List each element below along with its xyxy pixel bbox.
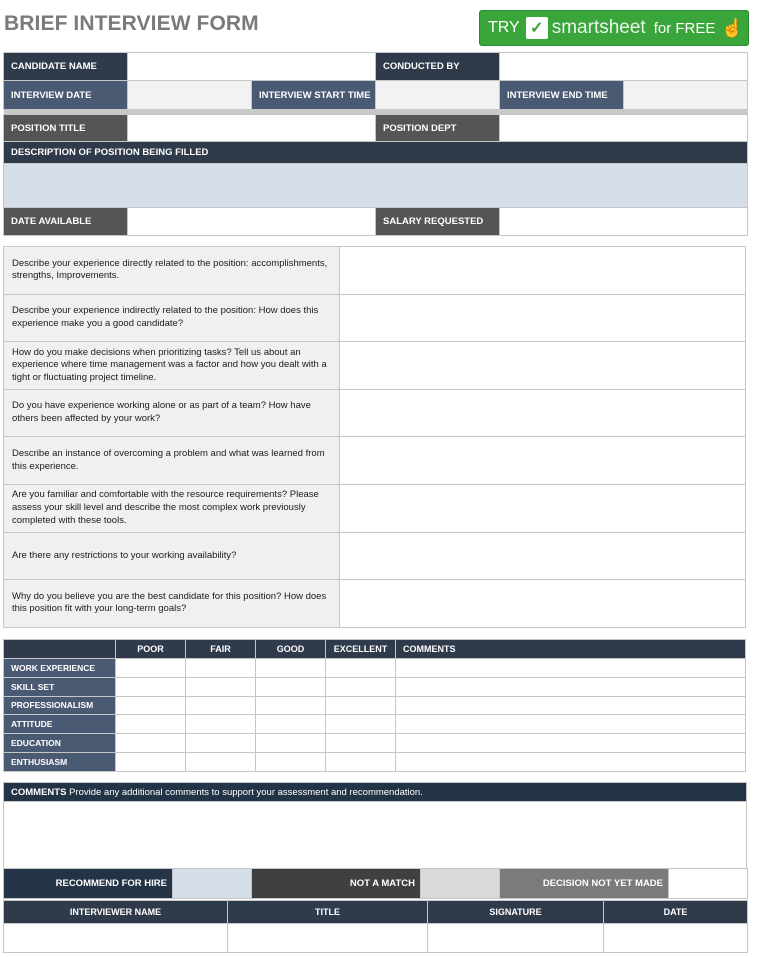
position-dept-label: POSITION DEPT (376, 115, 500, 142)
cta-brand-label: smartsheet (551, 17, 646, 38)
signature-header: SIGNATURE (428, 901, 604, 924)
conducted-by-field[interactable] (500, 53, 748, 81)
question-text: Describe an instance of overcoming a problem and what was learned from this experience. (4, 437, 340, 485)
rating-comment-cell[interactable] (396, 715, 746, 734)
rating-header-good: GOOD (256, 640, 326, 659)
answer-field[interactable] (340, 294, 746, 342)
rating-header-comments: COMMENTS (396, 640, 746, 659)
not-a-match-box[interactable] (421, 869, 500, 899)
rating-cell[interactable] (326, 659, 396, 678)
rating-row-label: ENTHUSIASM (4, 752, 116, 771)
try-smartsheet-button[interactable] (479, 10, 749, 46)
salary-requested-label: SALARY REQUESTED (376, 208, 500, 236)
decision-not-yet-made-box[interactable] (669, 869, 748, 899)
signoff-table (3, 900, 748, 953)
rating-table (3, 639, 746, 772)
question-text: Are there any restrictions to your working availability? (4, 532, 340, 580)
info-table (3, 52, 748, 236)
interview-date-field[interactable] (128, 81, 252, 110)
rating-cell[interactable] (326, 734, 396, 753)
rating-cell[interactable] (326, 677, 396, 696)
conducted-by-label: CONDUCTED BY (376, 53, 500, 81)
rating-cell[interactable] (256, 734, 326, 753)
date-available-label: DATE AVAILABLE (4, 208, 128, 236)
rating-cell[interactable] (256, 696, 326, 715)
rating-cell[interactable] (186, 659, 256, 678)
rating-cell[interactable] (186, 734, 256, 753)
answer-field[interactable] (340, 247, 746, 295)
recommendation-row (3, 868, 748, 899)
candidate-name-field[interactable] (128, 53, 376, 81)
date-field[interactable] (604, 924, 748, 953)
rating-cell[interactable] (326, 752, 396, 771)
rating-cell[interactable] (116, 715, 186, 734)
position-title-label: POSITION TITLE (4, 115, 128, 142)
not-a-match-label: NOT A MATCH (252, 869, 421, 899)
rating-header-fair: FAIR (186, 640, 256, 659)
rating-header-poor: POOR (116, 640, 186, 659)
rating-cell[interactable] (186, 677, 256, 696)
rating-cell[interactable] (116, 659, 186, 678)
rating-cell[interactable] (186, 752, 256, 771)
rating-cell[interactable] (186, 696, 256, 715)
question-text: Are you familiar and comfortable with the resource requirements? Please assess your skill level and describe the most complex work previously completed with these tools. (4, 484, 340, 532)
rating-cell[interactable] (326, 715, 396, 734)
rating-row-label: ATTITUDE (4, 715, 116, 734)
rating-row-label: WORK EXPERIENCE (4, 659, 116, 678)
rating-cell[interactable] (256, 677, 326, 696)
cta-free-label: for FREE (653, 19, 716, 37)
question-text: How do you make decisions when prioritizing tasks? Tell us about an experience where time management was a factor and how you dealt with a tight or fluctuating project timeline. (4, 342, 340, 390)
recommend-for-hire-box[interactable] (173, 869, 252, 899)
interview-start-time-field[interactable] (376, 81, 500, 110)
salary-requested-field[interactable] (500, 208, 748, 236)
rating-cell[interactable] (116, 696, 186, 715)
rating-cell[interactable] (256, 752, 326, 771)
comments-label: COMMENTS (11, 786, 67, 798)
description-field[interactable] (4, 164, 748, 208)
interview-date-label: INTERVIEW DATE (4, 81, 128, 110)
signature-field[interactable] (428, 924, 604, 953)
decision-not-yet-made-label: DECISION NOT YET MADE (500, 869, 669, 899)
rating-cell[interactable] (116, 752, 186, 771)
comments-instructions: Provide any additional comments to support your assessment and recommendation. (69, 786, 423, 798)
rating-row-label: EDUCATION (4, 734, 116, 753)
interviewer-name-header: INTERVIEWER NAME (4, 901, 228, 924)
rating-header-excellent: EXCELLENT (326, 640, 396, 659)
rating-row-label: PROFESSIONALISM (4, 696, 116, 715)
page-title: BRIEF INTERVIEW FORM (4, 12, 259, 35)
candidate-name-label: CANDIDATE NAME (4, 53, 128, 81)
answer-field[interactable] (340, 437, 746, 485)
answer-field[interactable] (340, 532, 746, 580)
question-text: Do you have experience working alone or as part of a team? How have others been affected by your work? (4, 389, 340, 437)
answer-field[interactable] (340, 580, 746, 628)
questions-table (3, 246, 746, 628)
position-title-field[interactable] (128, 115, 376, 142)
rating-cell[interactable] (256, 715, 326, 734)
interview-start-time-label: INTERVIEW START TIME (252, 81, 376, 110)
rating-comment-cell[interactable] (396, 659, 746, 678)
rating-comment-cell[interactable] (396, 752, 746, 771)
title-header: TITLE (228, 901, 428, 924)
date-available-field[interactable] (128, 208, 376, 236)
rating-cell[interactable] (116, 734, 186, 753)
description-label: DESCRIPTION OF POSITION BEING FILLED (4, 142, 748, 164)
title-field[interactable] (228, 924, 428, 953)
checkmark-icon: ✓ (526, 17, 548, 39)
question-text: Describe your experience directly related to the position: accomplishments, strengths, Improvements. (4, 247, 340, 295)
answer-field[interactable] (340, 389, 746, 437)
question-text: Why do you believe you are the best candidate for this position? How does this position fit with your long-term goals? (4, 580, 340, 628)
rating-cell[interactable] (326, 696, 396, 715)
answer-field[interactable] (340, 342, 746, 390)
rating-cell[interactable] (256, 659, 326, 678)
rating-comment-cell[interactable] (396, 677, 746, 696)
comments-section (3, 782, 747, 869)
interview-end-time-field[interactable] (624, 81, 748, 110)
rating-row-label: SKILL SET (4, 677, 116, 696)
comments-header (4, 783, 747, 802)
rating-cell[interactable] (116, 677, 186, 696)
interview-end-time-label: INTERVIEW END TIME (500, 81, 624, 110)
recommend-for-hire-label: RECOMMEND FOR HIRE (4, 869, 173, 899)
question-text: Describe your experience indirectly related to the position: How does this experience make you a good candidate? (4, 294, 340, 342)
rating-header-blank (4, 640, 116, 659)
interviewer-name-field[interactable] (4, 924, 228, 953)
cta-try-label: TRY (488, 19, 520, 36)
answer-field[interactable] (340, 484, 746, 532)
rating-comment-cell[interactable] (396, 734, 746, 753)
rating-cell[interactable] (186, 715, 256, 734)
rating-comment-cell[interactable] (396, 696, 746, 715)
comments-field[interactable] (4, 802, 747, 869)
position-dept-field[interactable] (500, 115, 748, 142)
date-header: DATE (604, 901, 748, 924)
pointer-hand-icon: ☝ (721, 17, 744, 38)
